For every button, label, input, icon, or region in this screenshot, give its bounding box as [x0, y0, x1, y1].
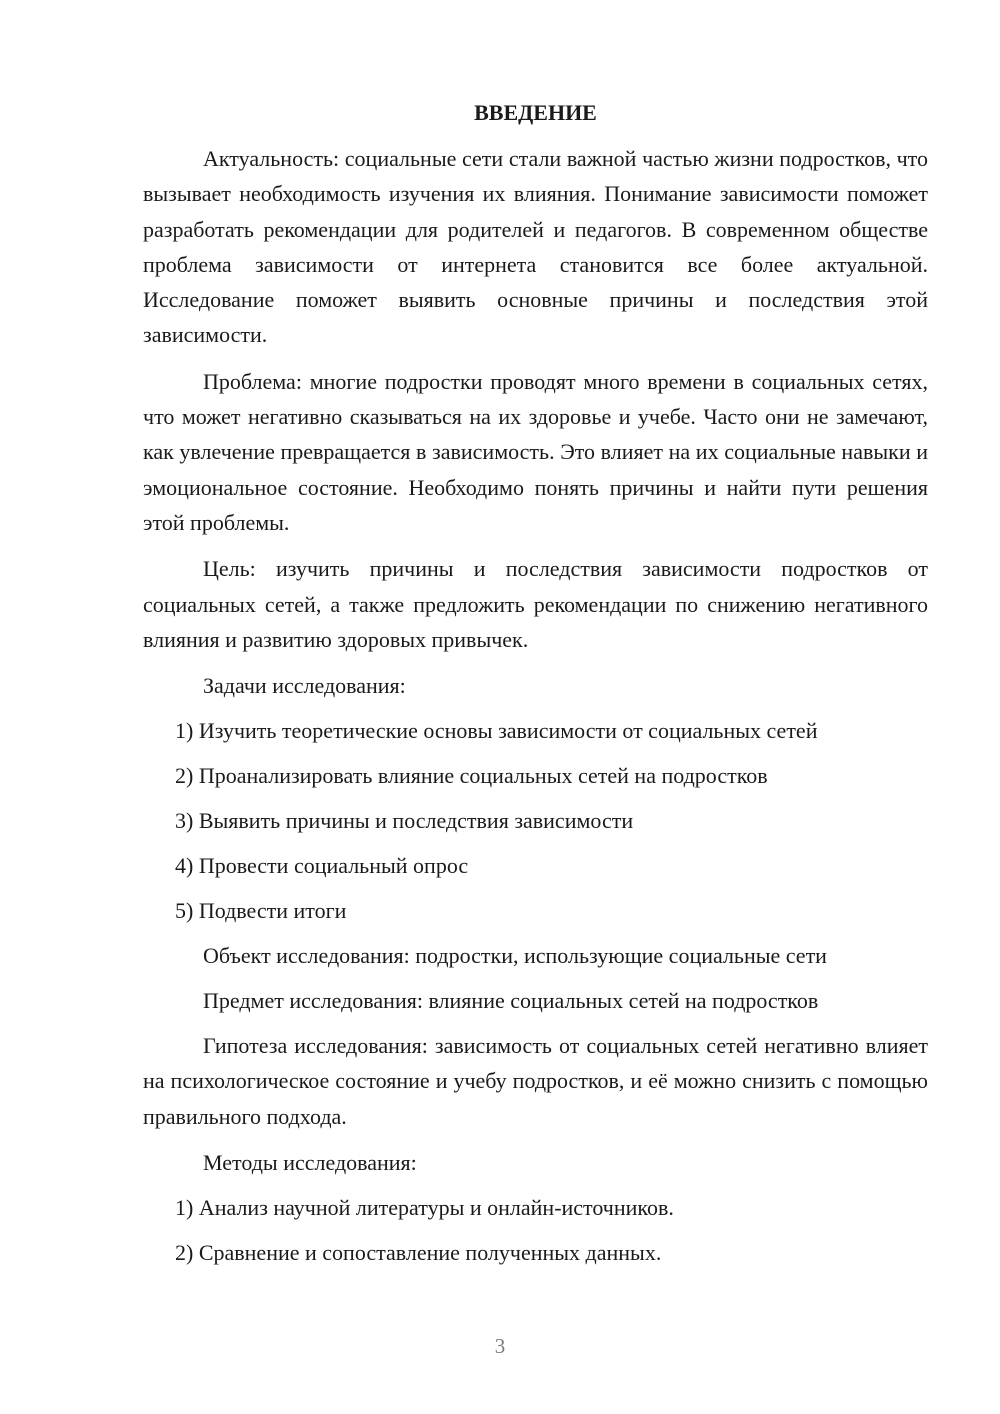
method-item-1: 1) Анализ научной литературы и онлайн-источников. — [175, 1195, 674, 1221]
page-number: 3 — [494, 1334, 506, 1358]
goal-paragraph: Цель: изучить причины и последствия зависимости подростков от социальных сетей, а также предложить рекомендации по снижению негативного влияния и развитию здоровых привычек. — [143, 556, 928, 652]
research-subject: Предмет исследования: влияние социальных сетей на подростков — [203, 988, 819, 1014]
method-item-2: 2) Сравнение и сопоставление полученных данных. — [175, 1240, 662, 1266]
page-content — [143, 95, 928, 1280]
task-item-1: 1) Изучить теоретические основы зависимости от социальных сетей — [175, 718, 818, 744]
problem-paragraph: Проблема: многие подростки проводят много времени в социальных сетях, что может негативно сказываться на их здоровье и учебе. Часто они не замечают, как увлечение превращается в зависимость. Это влияет на их социальные навыки и эмоциональное состояние. Необходимо понять причины и найти пути решения этой проблемы. — [143, 368, 928, 535]
methods-heading: Методы исследования: — [203, 1150, 417, 1176]
task-item-2: 2) Проанализировать влияние социальных сетей на подростков — [175, 763, 768, 789]
hypothesis-paragraph: Гипотеза исследования: зависимость от социальных сетей негативно влияет на психологическое состояние и учебу подростков, и её можно снизить с помощью правильного подхода. — [143, 1033, 928, 1129]
task-item-5: 5) Подвести итоги — [175, 898, 347, 924]
relevance-paragraph: Актуальность: социальные сети стали важной частью жизни подростков, что вызывает необходимость изучения их влияния. Понимание зависимости поможет разработать рекомендации для родителей и педагогов. В современном обществе проблема зависимости от интернета становится все более актуальной. Исследование поможет выявить основные причины и последствия этой зависимости. — [143, 146, 928, 348]
task-item-3: 3) Выявить причины и последствия зависимости — [175, 808, 634, 834]
research-object: Объект исследования: подростки, использующие социальные сети — [203, 943, 827, 969]
tasks-heading: Задачи исследования: — [203, 673, 406, 699]
page-title: ВВЕДЕНИЕ — [474, 100, 597, 125]
task-item-4: 4) Провести социальный опрос — [175, 853, 469, 879]
